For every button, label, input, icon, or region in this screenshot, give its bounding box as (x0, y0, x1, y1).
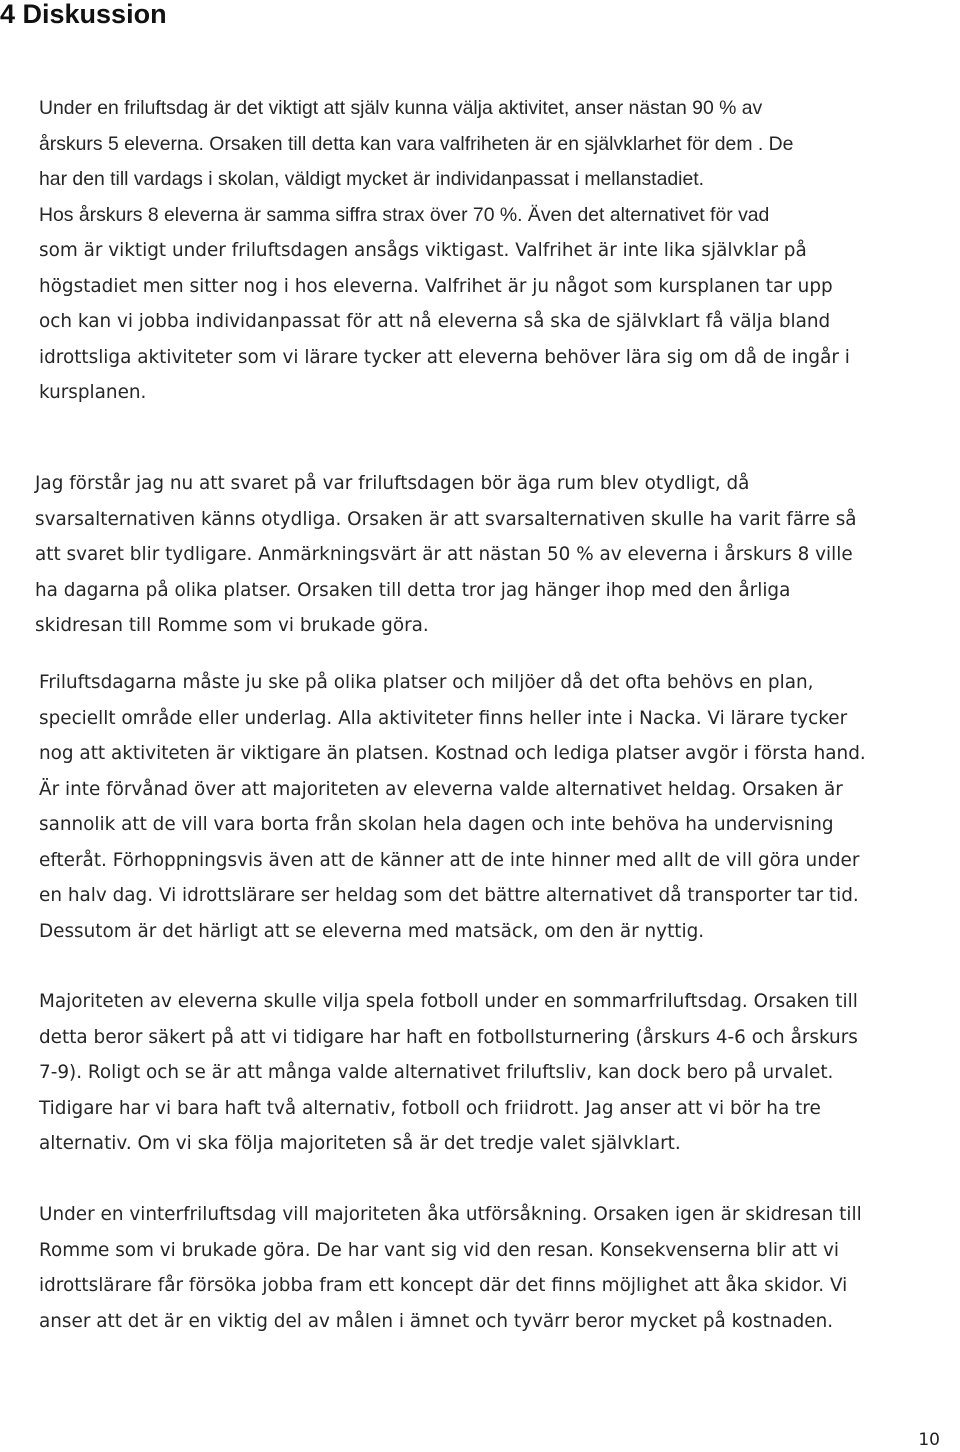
paragraph-line: Romme som vi brukade göra. De har vant sig vid den resan. Konsekvenserna blir att vi (39, 1239, 839, 1261)
paragraph-5 (39, 1197, 862, 1339)
paragraph-2 (35, 466, 857, 644)
paragraph-4 (39, 984, 858, 1162)
paragraph-line: Friluftsdagarna måste ju ske på olika platser och miljöer då det ofta behövs en plan, (39, 672, 814, 693)
paragraph-line: Dessutom är det härligt att se eleverna med matsäck, om den är nyttig. (39, 920, 705, 942)
paragraph-line: anser att det är en viktig del av målen i ämnet och tyvärr beror mycket på kostnaden. (39, 1310, 834, 1332)
paragraph-line: Jag förstår jag nu att svaret på var friluftsdagen bör äga rum blev otydligt, då (35, 473, 750, 494)
paragraph-line: att svaret blir tydligare. Anmärkningsvärt är att nästan 50 % av eleverna i årskurs 8 ville (35, 544, 853, 565)
paragraph-line: Tidigare har vi bara haft två alternativ, fotboll och friidrott. Jag anser att vi bör ha tre (39, 1097, 821, 1119)
paragraph-line: sannolik att de vill vara borta från skolan hela dagen och inte behöva ha undervisning (39, 814, 834, 835)
paragraph-line: har den till vardags i skolan, väldigt mycket är individanpassat i mellanstadiet. (39, 168, 705, 190)
paragraph-line: ha dagarna på olika platser. Orsaken till detta tror jag hänger ihop med den årliga (35, 579, 791, 601)
paragraph-line: Hos årskurs 8 eleverna är samma siffra strax över 70 %. Även det alternativet för vad (39, 203, 770, 226)
paragraph-line: Under en friluftsdag är det viktigt att själv kunna välja aktivitet, anser nästan 90 % av (39, 97, 763, 119)
paragraph-line: högstadiet men sitter nog i hos eleverna. Valfrihet är ju något som kursplanen tar upp (39, 275, 833, 297)
paragraph-line: alternativ. Om vi ska följa majoriteten så är det tredje valet självklart. (39, 1133, 681, 1154)
paragraph-line: en halv dag. Vi idrottslärare ser heldag som det bättre alternativet då transporter tar tid. (39, 885, 859, 906)
paragraph-3 (39, 665, 866, 949)
paragraph-line: Majoriteten av eleverna skulle vilja spela fotboll under en sommarfriluftsdag. Orsaken till (39, 991, 858, 1012)
paragraph-line: svarsalternativen känns otydliga. Orsaken är att svarsalternativen skulle ha varit färre så (35, 508, 857, 530)
paragraph-line: idrottsliga aktiviteter som vi lärare tycker att eleverna behöver lära sig om då de ingår i (39, 346, 850, 368)
paragraph-line: och kan vi jobba individanpassat för att nå eleverna så ska de självklart få välja bland (39, 311, 831, 332)
paragraph-line: årskurs 5 eleverna. Orsaken till detta kan vara valfriheten är en självklarhet för dem . De (39, 132, 794, 155)
paragraph-line: efteråt. Förhoppningsvis även att de känner att de inte hinner med allt de vill göra under (39, 849, 860, 871)
paragraph-line: speciellt område eller underlag. Alla aktiviteter finns heller inte i Nacka. Vi lärare tycker (39, 707, 848, 729)
paragraph-line: idrottslärare får försöka jobba fram ett koncept där det finns möjlighet att åka skidor. Vi (39, 1275, 848, 1296)
paragraph-line: detta beror säkert på att vi tidigare har haft en fotbollsturnering (årskurs 4-6 och årskurs (39, 1026, 858, 1048)
paragraph-line: Under en vinterfriluftsdag vill majoriteten åka utförsåkning. Orsaken igen är skidresan till (39, 1204, 862, 1225)
paragraph-line: kursplanen. (39, 382, 147, 403)
page-number: 10 (918, 1430, 940, 1450)
paragraph-1 (39, 91, 850, 411)
paragraph-line: Är inte förvånad över att majoriteten av eleverna valde alternativet heldag. Orsaken är (39, 778, 843, 800)
paragraph-line: nog att aktiviteten är viktigare än platsen. Kostnad och lediga platser avgör i första hand. (39, 743, 866, 764)
paragraph-line: som är viktigt under friluftsdagen ansågs viktigast. Valfrihet är inte lika självklar på (39, 240, 807, 261)
paragraph-line: skidresan till Romme som vi brukade göra. (35, 615, 429, 636)
paragraph-line: 7-9). Roligt och se är att många valde alternativet friluftsliv, kan dock bero på urvalet. (39, 1062, 834, 1083)
section-heading: 4 Diskussion (0, 0, 167, 29)
